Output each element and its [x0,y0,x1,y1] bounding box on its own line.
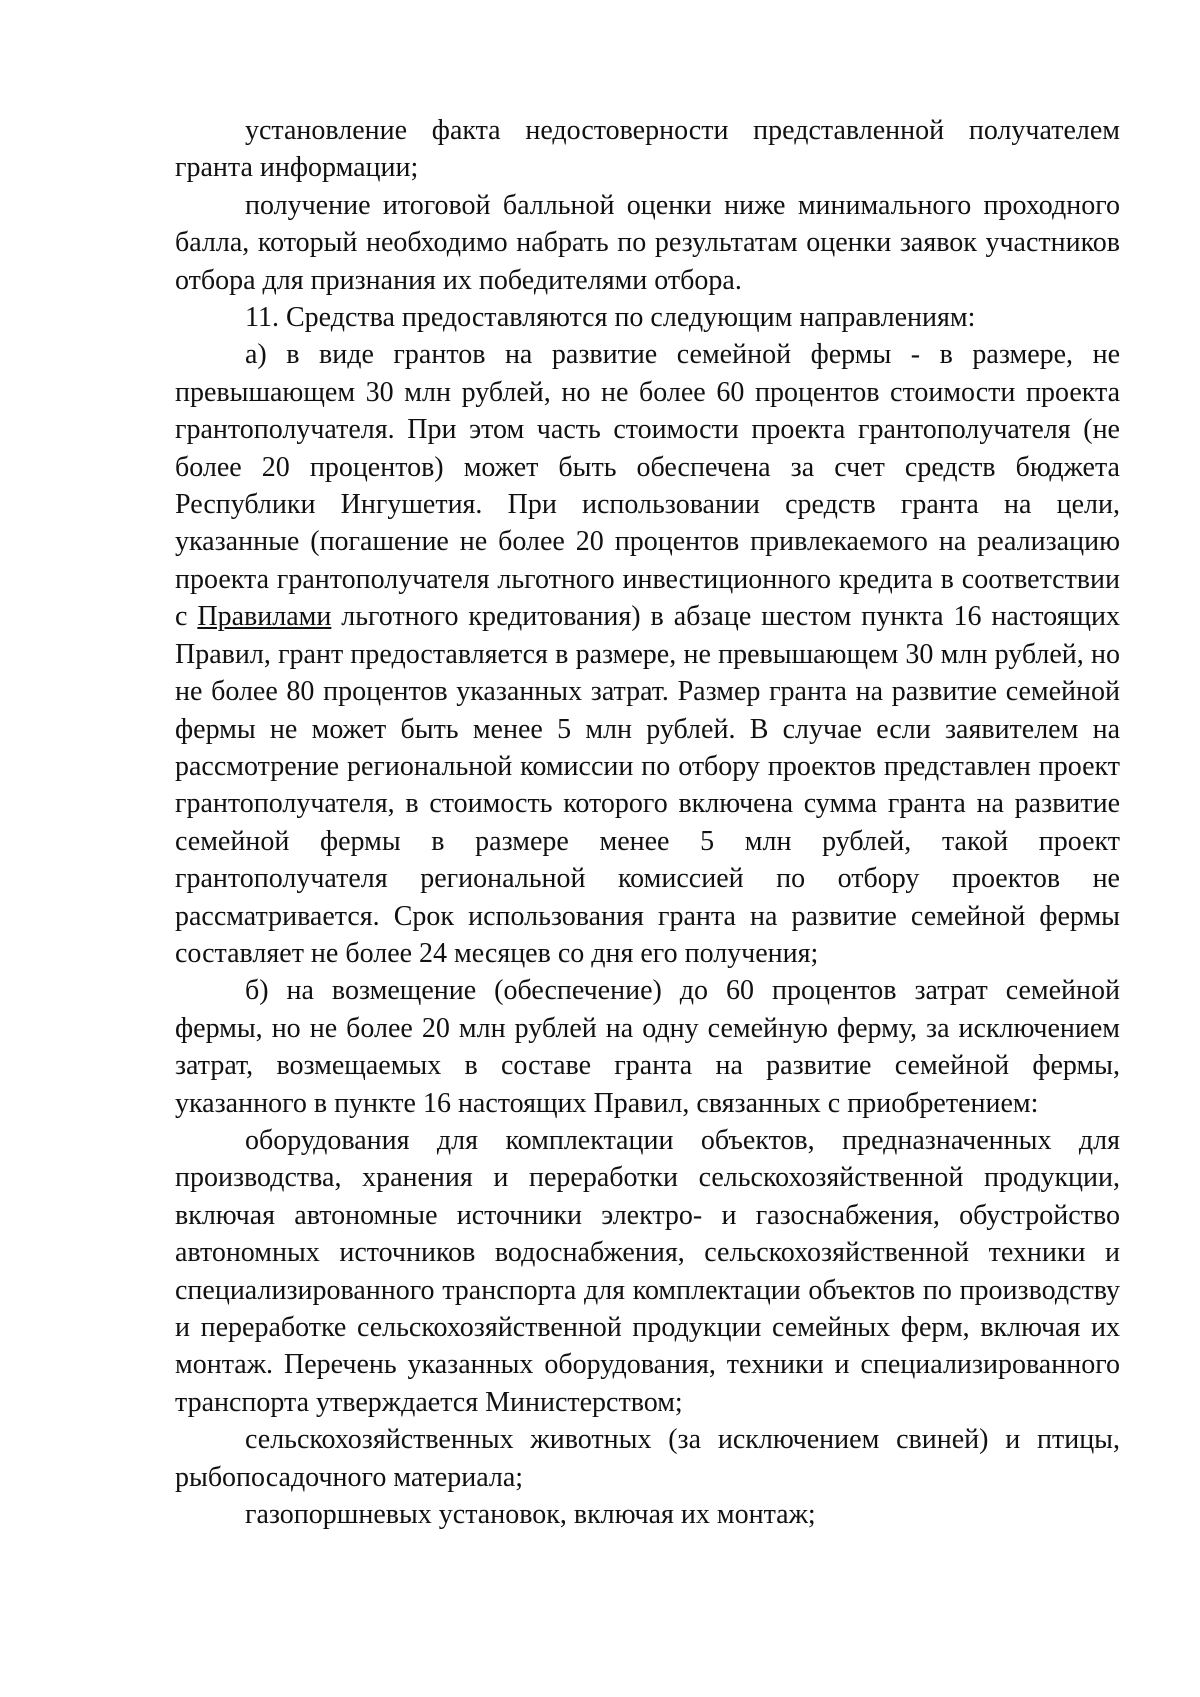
item-a-text-start: а) в виде грантов на развитие семейной фермы - в размере, не превышающем 30 млн рублей, но не более 60 процентов стоимости проекта грантополучателя. При этом часть стоимости проекта грантополучателя (не более 20 процентов) может быть обеспечена за счет средств бюджета Республики Ингушетия. При использовании средств гранта на цели, указанные (погашение не более 20 процентов привлекаемого на реализацию проекта грантополучателя льготного инвестиционного кредита в соответствии с [175,339,1120,633]
rules-link[interactable]: Правилами [197,601,332,633]
paragraph-item-a-grants [175,336,1120,972]
paragraph-item-b-reimbursement: б) на возмещение (обеспечение) до 60 процентов затрат семейной фермы, но не более 20 млн рублей на одну семейную ферму, за исключением затрат, возмещаемых в составе гранта на развитие семейной фермы, указанного в пункте 16 настоящих Правил, связанных с приобретением: [175,975,1120,1119]
item-a-text-end: льготного кредитования) в абзаце шестом пункта 16 настоящих Правил, грант предоставляется в размере, не превышающем 30 млн рублей, но не более 80 процентов указанных затрат. Размер гранта на развитие семейной фермы не может быть менее 5 млн рублей. В случае если заявителем на рассмотрение региональной комиссии по отбору проектов представлен проект грантополучателя, в стоимость которого включена сумма гранта на развитие семейной фермы в размере менее 5 млн рублей, такой проект грантополучателя региональной комиссией по отбору проектов не рассматривается. Срок использования гранта на развитие семейной фермы составляет не более 24 месяцев со дня его получения; [175,601,1120,969]
paragraph-equipment: оборудования для комплектации объектов, предназначенных для производства, хранения и переработки сельскохозяйственной продукции, включая автономные источники электро- и газоснабжения, обустройство автономных источников водоснабжения, сельскохозяйственной техники и специализированного транспорта для комплектации объектов по производству и переработке сельскохозяйственной продукции семейных ферм, включая их монтаж. Перечень указанных оборудования, техники и специализированного транспорта утверждается Министерством; [175,1124,1120,1418]
paragraph-gas-piston-units: газопоршневых установок, включая их монтаж; [245,1499,816,1531]
document-page [175,112,1120,1533]
paragraph-unreliable-info: установление факта недостоверности представленной получателем гранта информации; [175,115,1120,184]
paragraph-low-score: получение итоговой балльной оценки ниже минимального проходного балла, который необходимо набрать по результатам оценки заявок участников отбора для признания их победителями отбора. [175,189,1120,296]
paragraph-animals: сельскохозяйственных животных (за исключением свиней) и птицы, рыбопосадочного материала; [175,1424,1120,1493]
paragraph-section-11-heading: 11. Средства предоставляются по следующим направлениям: [245,302,976,334]
